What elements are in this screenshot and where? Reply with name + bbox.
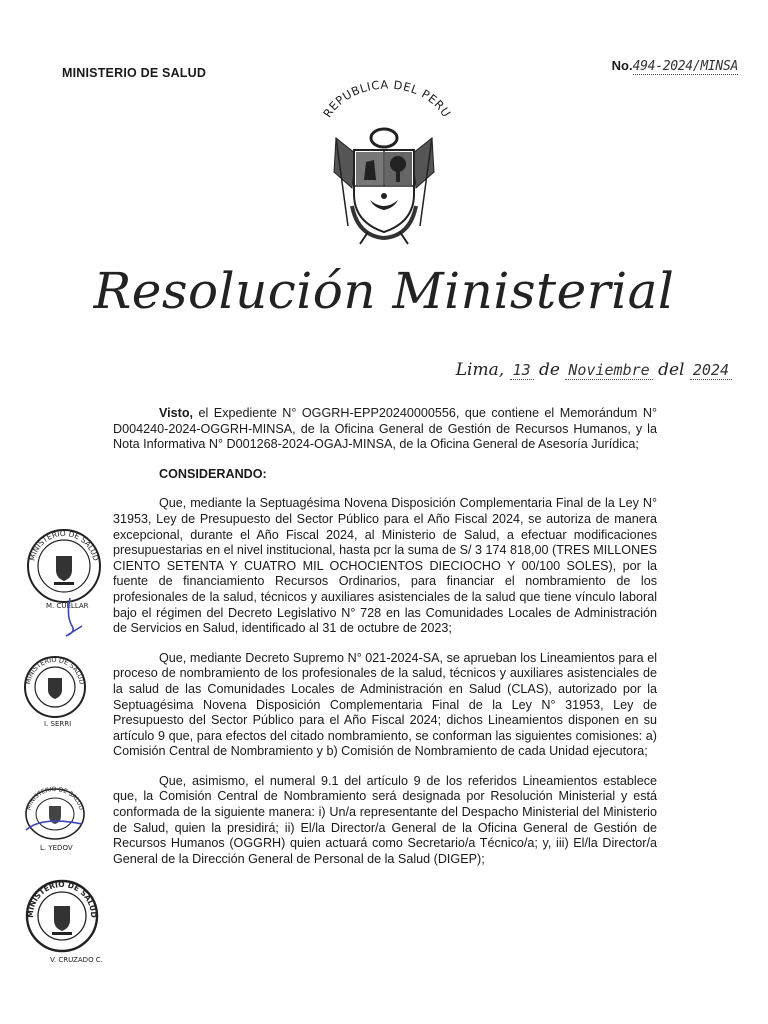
seal-ring-text: MINISTERIO DE SALUD: [27, 528, 101, 562]
seal-name: V. CRUZADO C.: [50, 956, 103, 964]
resolution-number: [612, 58, 738, 74]
seal-ring-text: MINISTERIO DE SALUD: [25, 879, 99, 919]
body-paragraph: Que, asimismo, el numeral 9.1 del artículo 9 de los referidos Lineamientos establece que, la Comisión Central de Nombramiento será designada por Resolución Ministerial y está conformada de la siguiente manera: i) Un/a representante del Despacho Ministerial del Ministerio de Salud, quien la presidirá; ii) El/la Director/a General de la Oficina General de Gestión de Recursos Humanos (OGGRH) quien actuará como Secretario/a Técnico/a; y, iii) El/la Director/a General de la Dirección General de Personal de la Salud (DIGEP);: [113, 773, 657, 866]
ministry-seal-stamp: [22, 654, 88, 720]
ministry-seal-stamp: [22, 786, 88, 842]
date-month: Noviembre: [565, 361, 652, 380]
date-year: 2024: [690, 361, 732, 380]
ministry-seal-stamp: [24, 878, 100, 954]
visto-label: Visto,: [159, 406, 194, 420]
date-day: 13: [510, 361, 534, 380]
seal-name: L. YEDOV: [40, 844, 73, 852]
body-paragraph: Que, mediante Decreto Supremo N° 021-2024-SA, se aprueban los Lineamientos para el proceso de nombramiento de los profesionales de la salud, técnicos y auxiliares asistenciales de la salud de las Comunidades Locales de Administración en Salud (CLAS), autorizado por la Septuagésima Novena Disposición Complementaria Final de la Ley N° 31953, Ley de Presupuesto del Sector Público para el Año Fiscal 2024; dichos Lineamientos disponen en su artículo 9 que, para efectos del citado nombramiento, se conforman las siguientes comisiones: a) Comisión Central de Nombramiento y b) Comisión de Nombramiento de cada Unidad ejecutora;: [113, 650, 657, 759]
body-paragraph: Que, mediante la Septuagésima Novena Disposición Complementaria Final de la Ley N° 31953, Ley de Presupuesto del Sector Público para el Año Fiscal 2024, se autoriza de manera excepcional, durante el Año Fiscal 2024, al Ministerio de Salud, a efectuar modificaciones presupuestarias en el nivel institucional, hasta pcr la suma de S/ 3 174 818,00 (TRES MILLONES CIENTO SETENTA Y CUATRO MIL OCHOCIENTOS DIECIOCHO Y 00/100 SOLES), por la fuente de financiamiento Recursos Ordinarios, para financiar el nombramiento de los profesionales de la salud, técnicos y auxiliares asistenciales de la salud que tiene vínculo laboral bajo el régimen del Decreto Legislativo N° 728 en las Comunidades Locales de Administración de Servicios en Salud, identificado al 31 de octubre de 2023;: [113, 496, 657, 636]
visto-text: el Expediente N° OGGRH-EPP20240000556, que contiene el Memorándum N° D004240-2024-OGGRH-MINSA, de la Oficina General de Gestión de Recursos Humanos, y la Nota Informativa N° D001268-2024-OGAJ-MINSA, de la Oficina General de Asesoría Jurídica;: [113, 406, 657, 452]
seal-ring-text: MINISTERIO DE SALUD: [25, 786, 85, 811]
date-city: Lima,: [455, 360, 505, 380]
date-del: del: [658, 360, 685, 380]
date-de: de: [539, 360, 560, 380]
coat-of-arms-icon: [308, 76, 460, 246]
signature-mark: [56, 596, 86, 640]
seal-ring-text: MINISTERIO DE SALUD: [24, 655, 86, 686]
seal-name: I. SERRI: [44, 720, 72, 728]
considerando-heading: CONSIDERANDO:: [159, 466, 267, 481]
seal-name: M. CUELLAR: [46, 602, 89, 610]
ministry-header: MINISTERIO DE SALUD: [62, 66, 207, 80]
document-title: Resolución Ministerial: [93, 262, 675, 320]
visto-paragraph: [113, 406, 657, 453]
number-prefix: No.: [611, 58, 633, 73]
emblem-arc-text: REPUBLICA DEL PERU: [320, 77, 454, 121]
svg-text:REPUBLICA DEL PERU: [320, 78, 454, 121]
number-handwritten: 494-2024/MINSA: [632, 59, 738, 74]
document-body: [113, 406, 657, 881]
dateline: [456, 360, 732, 380]
